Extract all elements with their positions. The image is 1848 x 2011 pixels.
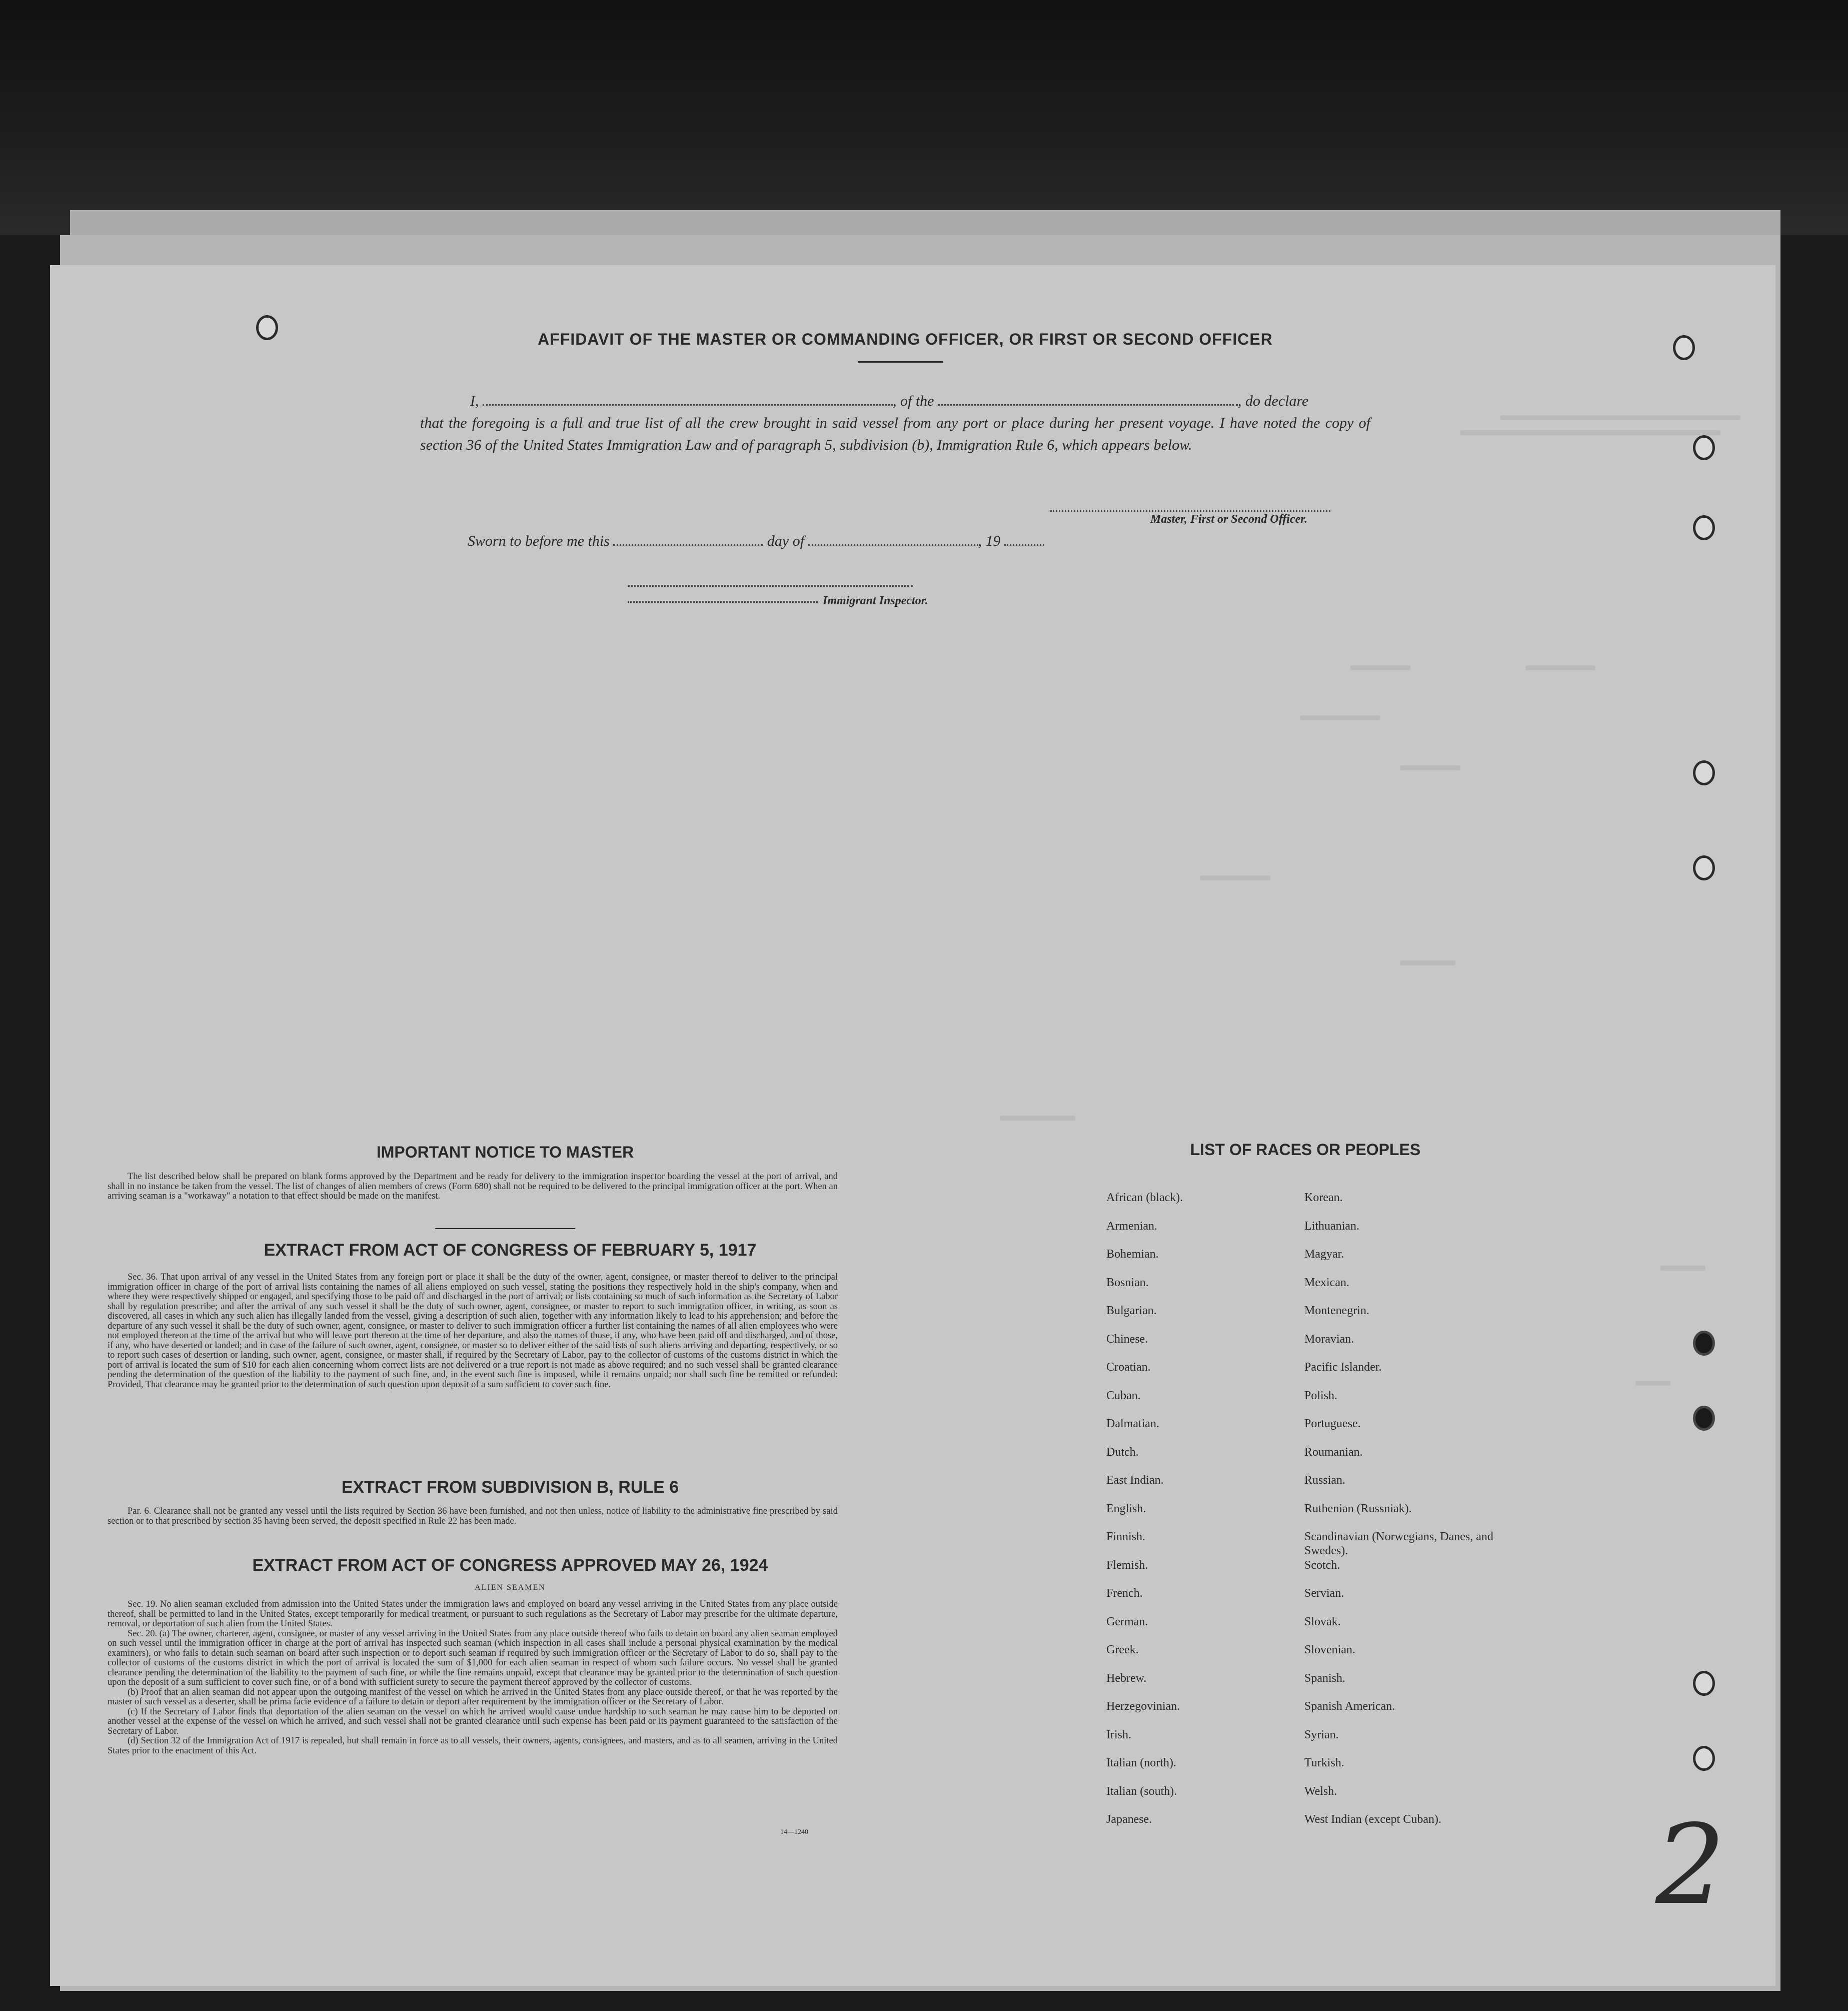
sec19-paragraph: Sec. 19. No alien seaman excluded from admission into the United States under the immigration laws and employed on board any vessel arriving in the United States from any place outside thereof, shall be permitted to land in the United States, except temporarily for medical treatment, or pursuant to such regulations as the Secretary of Labor may prescribe for the ultimate departure, removal, or deportation of such alien from the United States. [108, 1599, 838, 1629]
race-item: English. [1106, 1502, 1146, 1515]
extract-1924-text [108, 1600, 838, 1756]
notice-text: The list described below shall be prepared on blank forms approved by the Department and be ready for delivery to the immigration inspector boarding the vessel at the port of arrival, and shall in no instance be taken from the vessel. The list of changes of alien members of crews (Form 680) shall not be required to be delivered to the principal immigration officer at the port. When an arriving seaman is a "workaway" a notation to that effect should be made on the manifest. [108, 1172, 838, 1201]
binder-hole [1673, 335, 1695, 360]
race-item: Welsh. [1304, 1784, 1337, 1798]
race-item: Polish. [1304, 1389, 1338, 1402]
race-item: Japanese. [1106, 1813, 1152, 1826]
binder-hole [256, 315, 278, 340]
race-item: Armenian. [1106, 1219, 1157, 1233]
binder-hole [1693, 1406, 1715, 1431]
binder-hole [1693, 435, 1715, 460]
sworn-day-label: day of [767, 533, 805, 549]
race-item: Syrian. [1304, 1728, 1339, 1741]
affidavit-title: AFFIDAVIT OF THE MASTER OR COMMANDING OFFICER, OR FIRST OR SECOND OFFICER [538, 330, 1273, 348]
race-item: Italian (north). [1106, 1756, 1176, 1769]
sworn-date-field [613, 544, 763, 546]
extract-rule6-text: Par. 6. Clearance shall not be granted any vessel until the lists required by Section 36 have been furnished, and not then unless, notice of liability to the administrative fine prescribed by said section or to that prescribed by section 35 having been served, the deposit specified in Rule 22 has been made. [108, 1506, 838, 1526]
inspector-signature-line-2 [628, 601, 818, 603]
extract-1917-text: Sec. 36. That upon arrival of any vessel in the United States from any foreign port or place it shall be the duty of the owner, agent, consignee, or master thereof to deliver to the principal immigration officer in charge of the port of arrival lists containing the names of all aliens employed on such vessel, stating the positions they respectively hold in the ship's company, when and where they were respectively shipped or engaged, and specifying those to be paid off and discharged in the port of arrival; or lists containing so much of such information as the Secretary of Labor shall by regulation prescribe; and after the arrival of any such vessel it shall be the duty of such owner, agent, consignee, or master to report to such immigration officer, in writing, as soon as discovered, all cases in which any such alien has illegally landed from the vessel, giving a description of such alien, together with any information likely to lead to his apprehension; and before the departure of any such vessel it shall be the duty of such owner, agent, consignee, or master to deliver to such immigration officer a further list containing the names of all alien employees who were not employed thereon at the time of the arrival but who will leave port thereon at the time of her departure, and also the names of those, if any, who have been paid off and discharged, and of those, if any, who have deserted or landed; and in case of the failure of such owner, agent, consignee, or master so to deliver either of the said lists of such aliens arriving and departing, respectively, or so to report such cases of desertion or landing, such owner, agent, consignee, or master shall, if required by the Secretary of Labor, pay to the collector of customs of the customs district in which the port of arrival is located the sum of $10 for each alien concerning whom correct lists are not delivered or a true report is not made as above required; and no such vessel shall be granted clearance pending the determination of the question of the liability to the payment of such fine, and, in the event such fine is imposed, while it remains unpaid; nor shall such fine be remitted or refunded: Provided, That clearance may be granted prior to the determination of such question upon deposit of a sum sufficient to cover such fine. [108, 1272, 838, 1390]
race-item: Slovenian. [1304, 1643, 1355, 1656]
extract-rule6-title: EXTRACT FROM SUBDIVISION B, RULE 6 [341, 1478, 679, 1497]
race-item: Lithuanian. [1304, 1219, 1359, 1233]
affidavit-body: that the foregoing is a full and true list of all the crew brought in said vessel from any port or place during her present voyage. I have noted the copy of section 36 of the United States Immigration Law and of paragraph 5, subdivision (b), Immigration Rule 6, which appears below. [420, 415, 1370, 453]
race-item: Turkish. [1304, 1756, 1344, 1769]
binder-hole [1693, 515, 1715, 540]
binder-hole [1693, 1671, 1715, 1696]
bleed-through-text [1635, 1381, 1670, 1386]
races-left-column [1106, 1191, 1286, 1841]
race-item: Croatian. [1106, 1361, 1151, 1374]
bleed-through-text [1525, 665, 1595, 670]
bleed-through-text [1500, 415, 1740, 420]
race-item: Servian. [1304, 1587, 1344, 1600]
race-item: Pacific Islander. [1304, 1361, 1382, 1374]
race-item: Roumanian. [1304, 1445, 1363, 1459]
race-item: Flemish. [1106, 1558, 1148, 1572]
vessel-name-field [938, 404, 1238, 406]
binder-hole [1693, 1746, 1715, 1771]
race-item: East Indian. [1106, 1474, 1164, 1487]
binder-hole [1693, 1331, 1715, 1356]
race-item: Portuguese. [1304, 1417, 1361, 1430]
race-item: Bohemian. [1106, 1248, 1159, 1261]
sworn-year-field [1004, 544, 1044, 546]
race-item: Ruthenian (Russniak). [1304, 1502, 1412, 1515]
bleed-through-text [1660, 1266, 1705, 1271]
bleed-through-text [1400, 960, 1455, 965]
master-signature-label: Master, First or Second Officer. [1150, 513, 1308, 526]
bleed-through-text [1200, 875, 1270, 880]
race-item: Bulgarian. [1106, 1304, 1157, 1317]
race-item: Russian. [1304, 1474, 1346, 1487]
inspector-label: Immigrant Inspector. [823, 594, 928, 607]
notice-title: IMPORTANT NOTICE TO MASTER [376, 1143, 634, 1161]
affidavit-declaration-line [470, 390, 1370, 412]
race-item: Moravian. [1304, 1332, 1354, 1346]
race-item: Herzegovinian. [1106, 1700, 1180, 1713]
race-item: Scotch. [1304, 1558, 1340, 1572]
bleed-through-text [1350, 665, 1410, 670]
race-item: Italian (south). [1106, 1784, 1177, 1798]
declarant-name-field [483, 404, 893, 406]
race-item: Chinese. [1106, 1332, 1148, 1346]
handwritten-mark: 2 [1655, 1801, 1725, 1929]
race-item: Spanish American. [1304, 1700, 1395, 1713]
bleed-through-text [1000, 1116, 1075, 1121]
race-item: Montenegrin. [1304, 1304, 1369, 1317]
binder-hole [1693, 855, 1715, 880]
binder-hole [1693, 760, 1715, 785]
declarant-prefix: I, [470, 393, 479, 409]
of-the-label: , of the [893, 393, 934, 409]
races-title: LIST OF RACES OR PEOPLES [1190, 1141, 1421, 1159]
title-underline [858, 361, 943, 363]
sec20a-paragraph: Sec. 20. (a) The owner, charterer, agent, consignee, or master of any vessel arriving in the United States from any place outside thereof who fails to detain on board any alien seaman employed on such vessel until the immigration officer in charge at the port of arrival has inspected such seaman (which inspection in all cases shall include a personal physical examination by the medical examiners), or who fails to detain such seaman on board after such inspection or to deport such seaman if required by such immigration officer or the Secretary of Labor to do so, shall pay to the collector of customs of the customs district in which the port of arrival is located the sum of $1,000 for each alien seaman in respect of whom such failure occurs. No vessel shall be granted clearance pending the determination of the liability to the payment of such fine, or while the fine remains unpaid, except that clearance may be granted prior to the determination of such question upon the deposit of a sum sufficient to cover such fine, or of a bond with sufficient surety to secure the payment thereof approved by the collector of customs. [108, 1628, 838, 1687]
race-item: German. [1106, 1615, 1148, 1628]
alien-seamen-subtitle: ALIEN SEAMEN [475, 1583, 546, 1592]
race-item: Mexican. [1304, 1276, 1349, 1289]
sworn-line [468, 530, 1168, 552]
sec20b-paragraph: (b) Proof that an alien seaman did not appear upon the outgoing manifest of the vessel on which he arrived in the United States from any place outside thereof, or that he was reported by the master of such vessel as a deserter, shall be prima facie evidence of a failure to detain or deport after requirement by the immigration officer or the Secretary of Labor. [108, 1687, 838, 1707]
race-item: Hebrew. [1106, 1671, 1147, 1685]
race-item: Korean. [1304, 1191, 1343, 1204]
race-item: Finnish. [1106, 1530, 1146, 1543]
notice-rule [435, 1228, 575, 1229]
race-item: Cuban. [1106, 1389, 1141, 1402]
extract-1917-title: EXTRACT FROM ACT OF CONGRESS OF FEBRUARY 5, 1917 [264, 1241, 757, 1260]
race-item: Bosnian. [1106, 1276, 1149, 1289]
form-number: 14—1240 [780, 1828, 808, 1836]
race-item: French. [1106, 1587, 1143, 1600]
race-item: Irish. [1106, 1728, 1131, 1741]
race-item: Dalmatian. [1106, 1417, 1159, 1430]
bleed-through-text [1300, 715, 1380, 720]
race-item: Scandinavian (Norwegians, Danes, and Swedes). [1304, 1530, 1493, 1557]
sworn-year-label: , 19 [978, 533, 1001, 549]
sworn-prefix: Sworn to before me this [468, 533, 610, 549]
race-item: Dutch. [1106, 1445, 1139, 1459]
race-item: African (black). [1106, 1191, 1183, 1204]
race-item: West Indian (except Cuban). [1304, 1813, 1441, 1826]
race-item: Magyar. [1304, 1248, 1344, 1261]
master-signature-line [1050, 510, 1330, 512]
sec20c-paragraph: (c) If the Secretary of Labor finds that deportation of the alien seaman on the vessel on which he arrived would cause undue hardship to such seaman he may cause him to be deported on another vessel at the expense of the vessel on which he arrived, and such vessel shall not be granted clearance until such expense has been paid or its payment guaranteed to the satisfaction of the Secretary of Labor. [108, 1706, 838, 1736]
scanner-background [0, 0, 1848, 235]
race-item: Greek. [1106, 1643, 1139, 1656]
race-item: Spanish. [1304, 1671, 1346, 1685]
inspector-signature-line [628, 585, 913, 587]
race-item: Slovak. [1304, 1615, 1341, 1628]
races-right-column [1304, 1191, 1534, 1841]
do-declare-label: , do declare [1238, 393, 1309, 409]
extract-1924-title: EXTRACT FROM ACT OF CONGRESS APPROVED MAY 26, 1924 [252, 1556, 768, 1575]
bleed-through-text [1400, 765, 1460, 770]
sworn-month-field [808, 544, 978, 546]
bleed-through-text [1460, 430, 1720, 435]
sec20d-paragraph: (d) Section 32 of the Immigration Act of 1917 is repealed, but shall remain in force as to all vessels, their owners, agents, consignees, and masters, and as to all seamen, arriving in the United States prior to the enactment of this Act. [108, 1736, 838, 1756]
